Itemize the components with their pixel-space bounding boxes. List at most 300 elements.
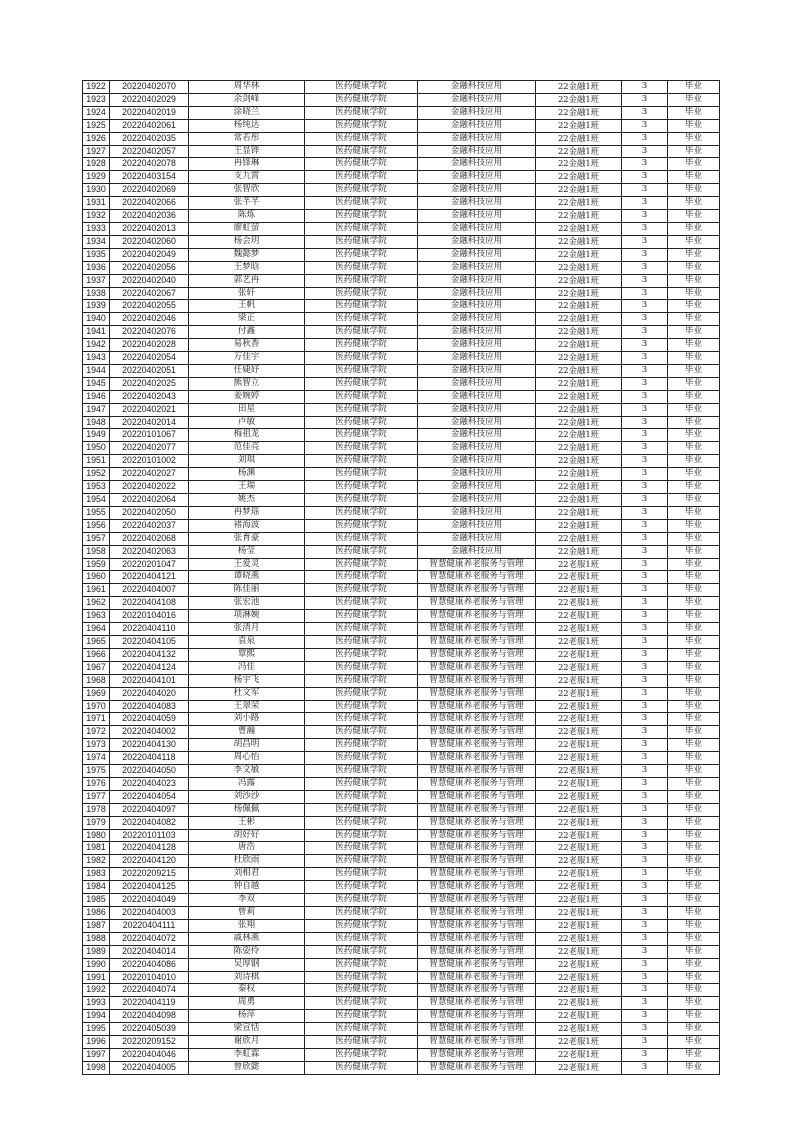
status-cell: 毕业: [668, 545, 720, 558]
college-cell: 医药健康学院: [305, 442, 418, 455]
major-cell: 智慧健康养老服务与管理: [418, 777, 536, 790]
major-cell: 金融科技应用: [418, 171, 536, 184]
years-cell: 3: [622, 274, 668, 287]
status-cell: 毕业: [668, 687, 720, 700]
status-cell: 毕业: [668, 81, 720, 94]
student-id-cell: 20220404082: [110, 816, 189, 829]
years-cell: 3: [622, 287, 668, 300]
years-cell: 3: [622, 842, 668, 855]
student-id-cell: 20220404125: [110, 881, 189, 894]
table-row: [83, 816, 720, 829]
seq-number-cell: 1946: [83, 390, 110, 403]
major-cell: 金融科技应用: [418, 468, 536, 481]
student-name-cell: 熊智立: [189, 377, 305, 390]
status-cell: 毕业: [668, 881, 720, 894]
status-cell: 毕业: [668, 455, 720, 468]
college-cell: 医药健康学院: [305, 222, 418, 235]
student-name-cell: 陈佳丽: [189, 584, 305, 597]
years-cell: 3: [622, 777, 668, 790]
student-id-cell: 20220404130: [110, 739, 189, 752]
table-row: [83, 429, 720, 442]
student-id-cell: 20220404072: [110, 932, 189, 945]
seq-number-cell: 1986: [83, 907, 110, 920]
class-cell: 22金融1班: [536, 132, 622, 145]
student-name-cell: 钟自越: [189, 881, 305, 894]
student-id-cell: 20220404003: [110, 907, 189, 920]
seq-number-cell: 1955: [83, 506, 110, 519]
student-id-cell: 20220404023: [110, 777, 189, 790]
table-row: [83, 287, 720, 300]
table-row: [83, 855, 720, 868]
student-name-cell: 卢敏: [189, 416, 305, 429]
major-cell: 智慧健康养老服务与管理: [418, 726, 536, 739]
table-row: [83, 1010, 720, 1023]
college-cell: 医药健康学院: [305, 571, 418, 584]
major-cell: 金融科技应用: [418, 210, 536, 223]
student-id-cell: 20220404098: [110, 1010, 189, 1023]
status-cell: 毕业: [668, 958, 720, 971]
seq-number-cell: 1963: [83, 610, 110, 623]
major-cell: 金融科技应用: [418, 184, 536, 197]
major-cell: 智慧健康养老服务与管理: [418, 597, 536, 610]
major-cell: 智慧健康养老服务与管理: [418, 713, 536, 726]
student-id-cell: 20220402078: [110, 158, 189, 171]
table-row: [83, 558, 720, 571]
major-cell: 金融科技应用: [418, 416, 536, 429]
college-cell: 医药健康学院: [305, 868, 418, 881]
status-cell: 毕业: [668, 184, 720, 197]
class-cell: 22金融1班: [536, 171, 622, 184]
student-id-cell: 20220404002: [110, 726, 189, 739]
student-name-cell: 张育豪: [189, 532, 305, 545]
status-cell: 毕业: [668, 261, 720, 274]
student-id-cell: 20220402067: [110, 287, 189, 300]
seq-number-cell: 1931: [83, 197, 110, 210]
college-cell: 医药健康学院: [305, 248, 418, 261]
years-cell: 3: [622, 945, 668, 958]
major-cell: 智慧健康养老服务与管理: [418, 945, 536, 958]
college-cell: 医药健康学院: [305, 429, 418, 442]
major-cell: 智慧健康养老服务与管理: [418, 558, 536, 571]
college-cell: 医药健康学院: [305, 687, 418, 700]
student-id-cell: 20220404074: [110, 984, 189, 997]
seq-number-cell: 1938: [83, 287, 110, 300]
major-cell: 智慧健康养老服务与管理: [418, 674, 536, 687]
college-cell: 医药健康学院: [305, 171, 418, 184]
class-cell: 22金融1班: [536, 158, 622, 171]
student-id-cell: 20220404128: [110, 842, 189, 855]
table-row: [83, 506, 720, 519]
class-cell: 22金融1班: [536, 455, 622, 468]
student-id-cell: 20220402029: [110, 93, 189, 106]
major-cell: 智慧健康养老服务与管理: [418, 1023, 536, 1036]
seq-number-cell: 1982: [83, 855, 110, 868]
student-id-cell: 20220404005: [110, 1061, 189, 1074]
major-cell: 智慧健康养老服务与管理: [418, 855, 536, 868]
student-name-cell: 冉梦瑶: [189, 506, 305, 519]
years-cell: 3: [622, 816, 668, 829]
seq-number-cell: 1966: [83, 648, 110, 661]
table-row: [83, 274, 720, 287]
class-cell: 22金融1班: [536, 119, 622, 132]
years-cell: 3: [622, 455, 668, 468]
class-cell: 22老服1班: [536, 1036, 622, 1049]
major-cell: 金融科技应用: [418, 352, 536, 365]
college-cell: 医药健康学院: [305, 506, 418, 519]
college-cell: 医药健康学院: [305, 829, 418, 842]
student-name-cell: 刘相君: [189, 868, 305, 881]
seq-number-cell: 1976: [83, 777, 110, 790]
class-cell: 22老服1班: [536, 610, 622, 623]
table-row: [83, 894, 720, 907]
seq-number-cell: 1944: [83, 364, 110, 377]
major-cell: 金融科技应用: [418, 377, 536, 390]
seq-number-cell: 1977: [83, 790, 110, 803]
years-cell: 3: [622, 907, 668, 920]
status-cell: 毕业: [668, 506, 720, 519]
college-cell: 医药健康学院: [305, 700, 418, 713]
seq-number-cell: 1993: [83, 997, 110, 1010]
student-name-cell: 谢欣月: [189, 1036, 305, 1049]
seq-number-cell: 1975: [83, 765, 110, 778]
years-cell: 3: [622, 868, 668, 881]
student-id-cell: 20220404110: [110, 623, 189, 636]
college-cell: 医药健康学院: [305, 1048, 418, 1061]
seq-number-cell: 1949: [83, 429, 110, 442]
student-id-cell: 20220101103: [110, 829, 189, 842]
table-row: [83, 403, 720, 416]
class-cell: 22老服1班: [536, 623, 622, 636]
years-cell: 3: [622, 739, 668, 752]
table-row: [83, 119, 720, 132]
college-cell: 医药健康学院: [305, 545, 418, 558]
table-row: [83, 790, 720, 803]
student-name-cell: 唐浩: [189, 842, 305, 855]
seq-number-cell: 1937: [83, 274, 110, 287]
years-cell: 3: [622, 235, 668, 248]
status-cell: 毕业: [668, 932, 720, 945]
major-cell: 金融科技应用: [418, 222, 536, 235]
college-cell: 医药健康学院: [305, 803, 418, 816]
years-cell: 3: [622, 1023, 668, 1036]
class-cell: 22金融1班: [536, 106, 622, 119]
years-cell: 3: [622, 416, 668, 429]
table-row: [83, 984, 720, 997]
student-id-cell: 20220402057: [110, 145, 189, 158]
class-cell: 22金融1班: [536, 313, 622, 326]
major-cell: 智慧健康养老服务与管理: [418, 765, 536, 778]
seq-number-cell: 1978: [83, 803, 110, 816]
college-cell: 医药健康学院: [305, 1010, 418, 1023]
student-id-cell: 20220404083: [110, 700, 189, 713]
years-cell: 3: [622, 661, 668, 674]
major-cell: 金融科技应用: [418, 455, 536, 468]
major-cell: 智慧健康养老服务与管理: [418, 868, 536, 881]
status-cell: 毕业: [668, 713, 720, 726]
table-row: [83, 842, 720, 855]
years-cell: 3: [622, 481, 668, 494]
seq-number-cell: 1928: [83, 158, 110, 171]
college-cell: 医药健康学院: [305, 364, 418, 377]
status-cell: 毕业: [668, 119, 720, 132]
major-cell: 金融科技应用: [418, 248, 536, 261]
seq-number-cell: 1971: [83, 713, 110, 726]
seq-number-cell: 1998: [83, 1061, 110, 1074]
seq-number-cell: 1987: [83, 919, 110, 932]
seq-number-cell: 1940: [83, 313, 110, 326]
status-cell: 毕业: [668, 726, 720, 739]
table-row: [83, 739, 720, 752]
college-cell: 医药健康学院: [305, 790, 418, 803]
status-cell: 毕业: [668, 558, 720, 571]
major-cell: 金融科技应用: [418, 519, 536, 532]
student-name-cell: 胡昌明: [189, 739, 305, 752]
seq-number-cell: 1983: [83, 868, 110, 881]
class-cell: 22金融1班: [536, 210, 622, 223]
class-cell: 22老服1班: [536, 571, 622, 584]
major-cell: 金融科技应用: [418, 429, 536, 442]
status-cell: 毕业: [668, 907, 720, 920]
status-cell: 毕业: [668, 894, 720, 907]
status-cell: 毕业: [668, 635, 720, 648]
student-name-cell: 谭晓燕: [189, 571, 305, 584]
years-cell: 3: [622, 635, 668, 648]
student-id-cell: 20220402019: [110, 106, 189, 119]
status-cell: 毕业: [668, 1010, 720, 1023]
table-row: [83, 390, 720, 403]
student-id-cell: 20220402051: [110, 364, 189, 377]
table-row: [83, 1061, 720, 1074]
years-cell: 3: [622, 364, 668, 377]
years-cell: 3: [622, 558, 668, 571]
class-cell: 22老服1班: [536, 765, 622, 778]
major-cell: 智慧健康养老服务与管理: [418, 571, 536, 584]
seq-number-cell: 1932: [83, 210, 110, 223]
table-row: [83, 377, 720, 390]
seq-number-cell: 1973: [83, 739, 110, 752]
years-cell: 3: [622, 158, 668, 171]
college-cell: 医药健康学院: [305, 765, 418, 778]
seq-number-cell: 1934: [83, 235, 110, 248]
table-row: [83, 455, 720, 468]
years-cell: 3: [622, 494, 668, 507]
class-cell: 22老服1班: [536, 816, 622, 829]
class-cell: 22金融1班: [536, 364, 622, 377]
class-cell: 22金融1班: [536, 519, 622, 532]
status-cell: 毕业: [668, 971, 720, 984]
seq-number-cell: 1939: [83, 300, 110, 313]
major-cell: 金融科技应用: [418, 339, 536, 352]
college-cell: 医药健康学院: [305, 584, 418, 597]
table-row: [83, 907, 720, 920]
student-name-cell: 李文敏: [189, 765, 305, 778]
student-name-cell: 张翔: [189, 919, 305, 932]
student-name-cell: 王彬: [189, 816, 305, 829]
years-cell: 3: [622, 997, 668, 1010]
college-cell: 医药健康学院: [305, 919, 418, 932]
student-name-cell: 王瑞: [189, 481, 305, 494]
years-cell: 3: [622, 519, 668, 532]
status-cell: 毕业: [668, 106, 720, 119]
years-cell: 3: [622, 532, 668, 545]
student-name-cell: 袁泉: [189, 635, 305, 648]
class-cell: 22金融1班: [536, 390, 622, 403]
class-cell: 22老服1班: [536, 855, 622, 868]
class-cell: 22老服1班: [536, 752, 622, 765]
college-cell: 医药健康学院: [305, 739, 418, 752]
college-cell: 医药健康学院: [305, 958, 418, 971]
college-cell: 医药健康学院: [305, 145, 418, 158]
years-cell: 3: [622, 803, 668, 816]
status-cell: 毕业: [668, 855, 720, 868]
status-cell: 毕业: [668, 1023, 720, 1036]
table-row: [83, 597, 720, 610]
years-cell: 3: [622, 971, 668, 984]
class-cell: 22金融1班: [536, 352, 622, 365]
student-name-cell: 姜婉婷: [189, 390, 305, 403]
student-id-cell: 20220404020: [110, 687, 189, 700]
student-name-cell: 陈炼: [189, 210, 305, 223]
college-cell: 医药健康学院: [305, 713, 418, 726]
years-cell: 3: [622, 674, 668, 687]
status-cell: 毕业: [668, 532, 720, 545]
status-cell: 毕业: [668, 429, 720, 442]
college-cell: 医药健康学院: [305, 855, 418, 868]
table-row: [83, 610, 720, 623]
table-row: [83, 145, 720, 158]
student-id-cell: 20220404111: [110, 919, 189, 932]
student-id-cell: 20220402056: [110, 261, 189, 274]
major-cell: 金融科技应用: [418, 364, 536, 377]
seq-number-cell: 1997: [83, 1048, 110, 1061]
college-cell: 医药健康学院: [305, 1061, 418, 1074]
major-cell: 智慧健康养老服务与管理: [418, 623, 536, 636]
years-cell: 3: [622, 145, 668, 158]
student-id-cell: 20220404007: [110, 584, 189, 597]
major-cell: 智慧健康养老服务与管理: [418, 919, 536, 932]
class-cell: 22老服1班: [536, 635, 622, 648]
status-cell: 毕业: [668, 132, 720, 145]
years-cell: 3: [622, 700, 668, 713]
college-cell: 医药健康学院: [305, 752, 418, 765]
student-name-cell: 刘琪: [189, 455, 305, 468]
status-cell: 毕业: [668, 1048, 720, 1061]
seq-number-cell: 1957: [83, 532, 110, 545]
college-cell: 医药健康学院: [305, 635, 418, 648]
major-cell: 智慧健康养老服务与管理: [418, 894, 536, 907]
seq-number-cell: 1994: [83, 1010, 110, 1023]
seq-number-cell: 1958: [83, 545, 110, 558]
years-cell: 3: [622, 765, 668, 778]
years-cell: 3: [622, 958, 668, 971]
status-cell: 毕业: [668, 868, 720, 881]
college-cell: 医药健康学院: [305, 894, 418, 907]
student-name-cell: 廖虹萤: [189, 222, 305, 235]
status-cell: 毕业: [668, 145, 720, 158]
college-cell: 医药健康学院: [305, 403, 418, 416]
student-id-cell: 20220101002: [110, 455, 189, 468]
status-cell: 毕业: [668, 171, 720, 184]
table-row: [83, 261, 720, 274]
status-cell: 毕业: [668, 584, 720, 597]
seq-number-cell: 1922: [83, 81, 110, 94]
table-row: [83, 726, 720, 739]
class-cell: 22金融1班: [536, 300, 622, 313]
class-cell: 22老服1班: [536, 648, 622, 661]
status-cell: 毕业: [668, 752, 720, 765]
class-cell: 22老服1班: [536, 1010, 622, 1023]
major-cell: 智慧健康养老服务与管理: [418, 803, 536, 816]
status-cell: 毕业: [668, 842, 720, 855]
seq-number-cell: 1933: [83, 222, 110, 235]
seq-number-cell: 1969: [83, 687, 110, 700]
major-cell: 智慧健康养老服务与管理: [418, 881, 536, 894]
student-name-cell: 张轩: [189, 287, 305, 300]
class-cell: 22金融1班: [536, 235, 622, 248]
years-cell: 3: [622, 881, 668, 894]
student-name-cell: 付鑫: [189, 326, 305, 339]
status-cell: 毕业: [668, 416, 720, 429]
table-row: [83, 648, 720, 661]
student-id-cell: 20220402040: [110, 274, 189, 287]
seq-number-cell: 1941: [83, 326, 110, 339]
years-cell: 3: [622, 829, 668, 842]
student-name-cell: 项淋婉: [189, 610, 305, 623]
status-cell: 毕业: [668, 648, 720, 661]
college-cell: 医药健康学院: [305, 377, 418, 390]
college-cell: 医药健康学院: [305, 390, 418, 403]
seq-number-cell: 1974: [83, 752, 110, 765]
status-cell: 毕业: [668, 222, 720, 235]
student-id-cell: 20220404046: [110, 1048, 189, 1061]
class-cell: 22金融1班: [536, 506, 622, 519]
major-cell: 金融科技应用: [418, 145, 536, 158]
status-cell: 毕业: [668, 339, 720, 352]
student-id-cell: 20220404054: [110, 790, 189, 803]
table-row: [83, 300, 720, 313]
table-row: [83, 532, 720, 545]
major-cell: 金融科技应用: [418, 545, 536, 558]
student-id-cell: 20220402064: [110, 494, 189, 507]
seq-number-cell: 1961: [83, 584, 110, 597]
table-row: [83, 106, 720, 119]
status-cell: 毕业: [668, 1036, 720, 1049]
status-cell: 毕业: [668, 494, 720, 507]
status-cell: 毕业: [668, 674, 720, 687]
table-row: [83, 584, 720, 597]
class-cell: 22金融1班: [536, 429, 622, 442]
student-id-cell: 20220402043: [110, 390, 189, 403]
years-cell: 3: [622, 1061, 668, 1074]
status-cell: 毕业: [668, 300, 720, 313]
major-cell: 金融科技应用: [418, 300, 536, 313]
status-cell: 毕业: [668, 197, 720, 210]
student-id-cell: 20220402068: [110, 532, 189, 545]
student-name-cell: 郭艺冉: [189, 274, 305, 287]
student-name-cell: 杨宇飞: [189, 674, 305, 687]
seq-number-cell: 1953: [83, 481, 110, 494]
college-cell: 医药健康学院: [305, 455, 418, 468]
seq-number-cell: 1992: [83, 984, 110, 997]
years-cell: 3: [622, 752, 668, 765]
years-cell: 3: [622, 894, 668, 907]
student-id-cell: 20220404121: [110, 571, 189, 584]
student-name-cell: 王翠荣: [189, 700, 305, 713]
student-id-cell: 20220404105: [110, 635, 189, 648]
status-cell: 毕业: [668, 571, 720, 584]
years-cell: 3: [622, 429, 668, 442]
table-row: [83, 1036, 720, 1049]
